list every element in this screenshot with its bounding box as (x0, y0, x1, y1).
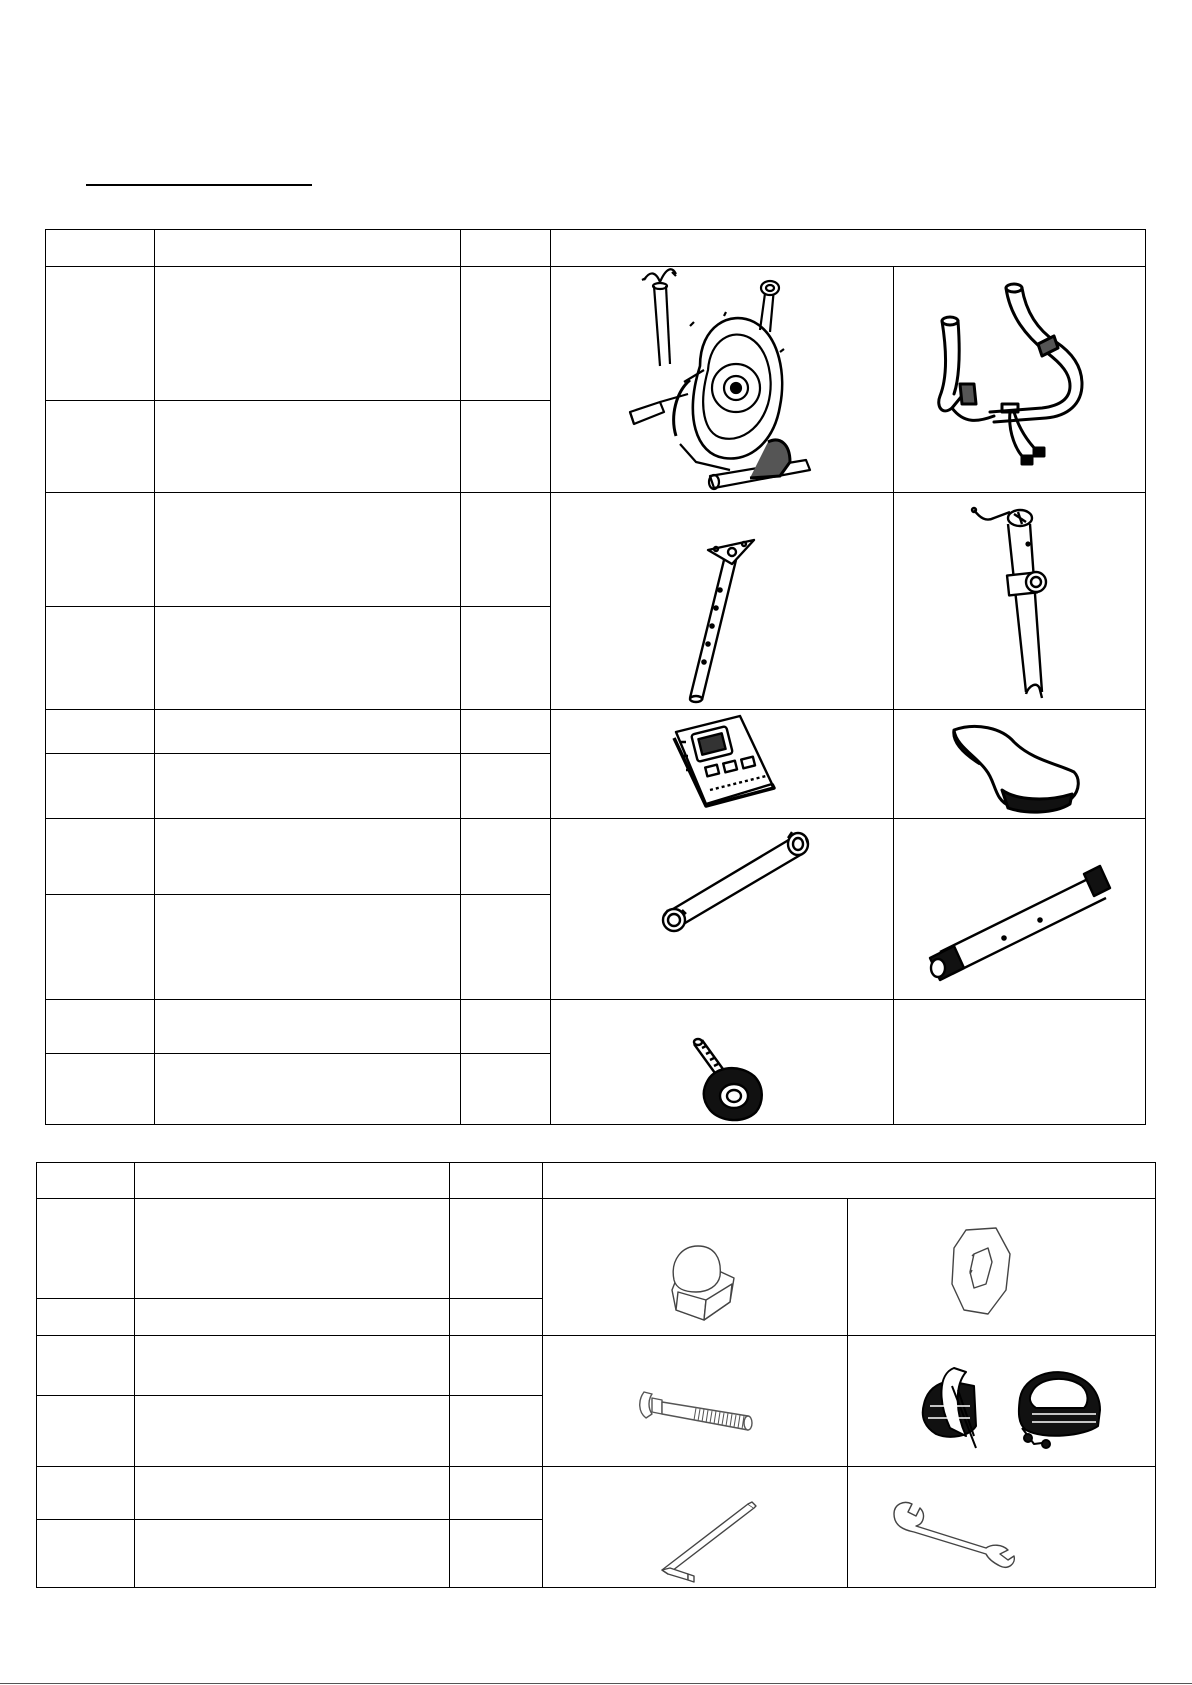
seat-icon (946, 720, 1086, 816)
section-heading-underline (86, 184, 312, 186)
parts-row-8-qty (461, 895, 549, 998)
parts-row-7-part-no (46, 819, 153, 893)
hardware-row-3-qty (450, 1336, 541, 1394)
parts-row-6-description (155, 754, 459, 817)
parts-row-3-part-no (46, 493, 153, 605)
parts-header-description (155, 230, 459, 265)
hardware-row-2-description (135, 1299, 448, 1334)
carriage-bolt-icon (636, 1390, 756, 1440)
parts-row-1-description (155, 267, 459, 399)
hardware-row-3-description (135, 1336, 448, 1394)
hardware-row-4-part-no (37, 1396, 133, 1465)
hardware-row-6-qty (450, 1520, 541, 1586)
page-bottom-rule (0, 1683, 1192, 1684)
hardware-row-1-qty (450, 1199, 541, 1297)
parts-row-9-part-no (46, 1000, 153, 1052)
hardware-header-description (135, 1163, 448, 1197)
parts-header-illustration (551, 230, 1144, 265)
hardware-row-4-qty (450, 1396, 541, 1465)
parts-row-5-description (155, 710, 459, 752)
handlebar-post-icon (970, 504, 1060, 700)
knob-icon (680, 1036, 780, 1126)
parts-row-10-qty (461, 1054, 549, 1123)
hardware-header-qty (450, 1163, 541, 1197)
parts-row-5-qty (461, 710, 549, 752)
main-frame-icon (620, 266, 840, 492)
parts-row-4-part-no (46, 607, 153, 708)
console-icon (670, 712, 780, 808)
hardware-row-1-part-no (37, 1199, 133, 1297)
hardware-row-2-qty (450, 1299, 541, 1334)
parts-row-10-description (155, 1054, 459, 1123)
pedals-icon (914, 1356, 1104, 1456)
parts-row-10-part-no (46, 1054, 153, 1123)
parts-row-5-part-no (46, 710, 153, 752)
hardware-header-part-no (37, 1163, 133, 1197)
front-stabilizer-icon (656, 826, 816, 936)
parts-row-7-qty (461, 819, 549, 893)
parts-row-2-part-no (46, 401, 153, 491)
cap-nut-icon (660, 1240, 746, 1326)
parts-row-8-description (155, 895, 459, 998)
parts-row-8-part-no (46, 895, 153, 998)
hardware-row-5-description (135, 1467, 448, 1518)
parts-row-3-qty (461, 493, 549, 605)
parts-row-6-part-no (46, 754, 153, 817)
parts-row-1-part-no (46, 267, 153, 399)
parts-row-9-qty (461, 1000, 549, 1052)
parts-row-6-qty (461, 754, 549, 817)
hardware-row-5-part-no (37, 1467, 133, 1518)
handlebar-icon (930, 276, 1110, 476)
parts-row-1-qty (461, 267, 549, 399)
seat-post-icon (680, 534, 770, 704)
parts-row-2-description (155, 401, 459, 491)
hardware-row-1-description (135, 1199, 448, 1297)
hardware-row-4-description (135, 1396, 448, 1465)
parts-row-4-description (155, 607, 459, 708)
parts-header-qty (461, 230, 549, 265)
parts-row-3-description (155, 493, 459, 605)
hardware-header-illustration (543, 1163, 1154, 1197)
hardware-row-6-part-no (37, 1520, 133, 1586)
hardware-row-5-qty (450, 1467, 541, 1518)
parts-row-7-description (155, 819, 459, 893)
rear-stabilizer-icon (924, 864, 1114, 984)
wrench-icon (890, 1500, 1020, 1568)
parts-row-2-qty (461, 401, 549, 491)
parts-header-part-no (46, 230, 153, 265)
hardware-row-3-part-no (37, 1336, 133, 1394)
hardware-row-6-description (135, 1520, 448, 1586)
parts-row-4-qty (461, 607, 549, 708)
parts-row-9-description (155, 1000, 459, 1052)
hardware-row-2-part-no (37, 1299, 133, 1334)
allen-key-icon (648, 1500, 758, 1584)
washer-icon (948, 1224, 1014, 1318)
